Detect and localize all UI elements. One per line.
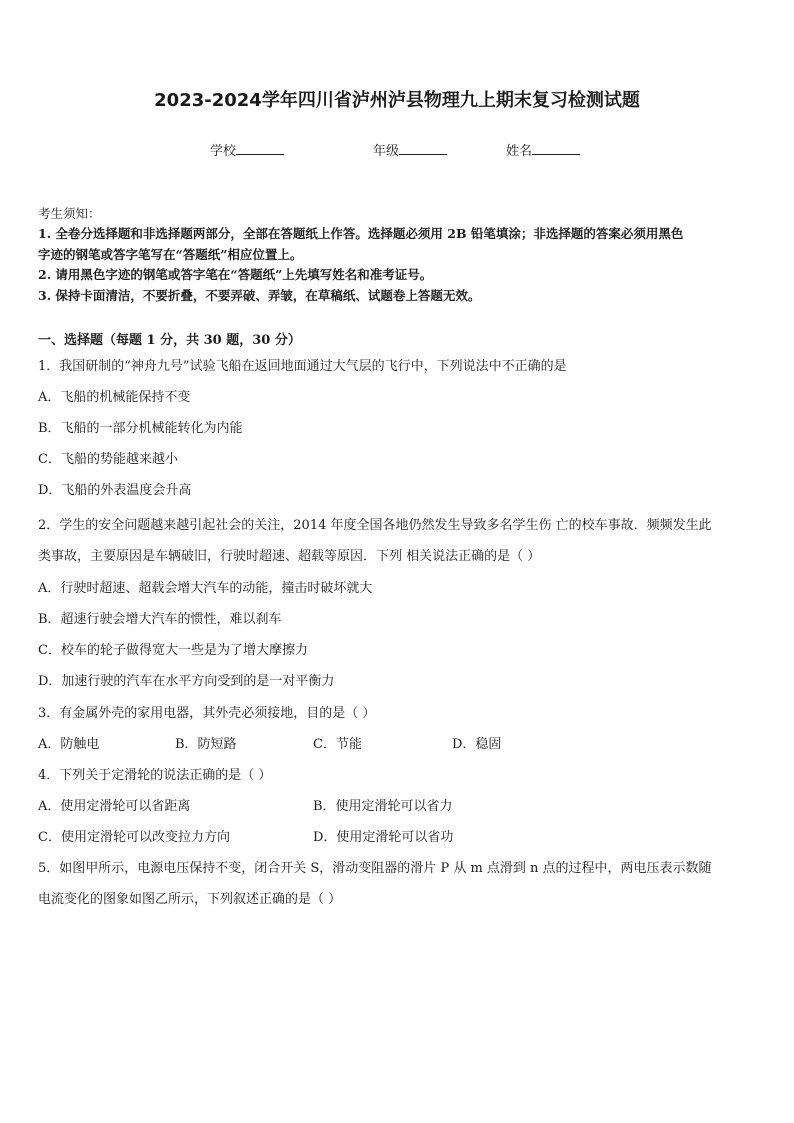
school-field <box>210 140 284 159</box>
question-4-stem: 4．下列关于定滑轮的说法正确的是（ ） <box>38 768 272 783</box>
question-3-option-d[interactable]: D．稳固 <box>452 737 502 752</box>
question-1-stem: 1．我国研制的“神舟九号”试验飞船在返回地面通过大气层的飞行中，下列说法中不正确的是 <box>38 359 567 374</box>
question-4-option-c[interactable]: C．使用定滑轮可以改变拉力方向 <box>38 830 230 845</box>
question-2-option-b[interactable]: B．超速行驶会增大汽车的惯性，难以刹车 <box>38 612 282 627</box>
page-title: 2023-2024学年四川省泸州泸县物理九上期末复习检测试题 <box>154 90 640 111</box>
notice-heading: 考生须知： <box>38 206 101 221</box>
question-2-stem-line2: 类事故，主要原因是车辆破旧，行驶时超速、超载等原因．下列 相关说法正确的是（ ） <box>38 549 541 564</box>
question-3-option-c[interactable]: C．节能 <box>313 737 362 752</box>
question-1-option-b[interactable]: B．飞船的一部分机械能转化为内能 <box>38 421 243 436</box>
school-blank[interactable] <box>236 142 284 155</box>
notice-item: 字迹的钢笔或答字笔写在“答题纸”相应位置上。 <box>38 247 303 262</box>
question-1-option-d[interactable]: D．飞船的外表温度会升高 <box>38 483 192 498</box>
name-blank[interactable] <box>532 142 580 155</box>
notice-item: 2. 请用黑色字迹的钢笔或答字笔在“答题纸”上先填写姓名和准考证号。 <box>38 267 433 282</box>
question-1-option-c[interactable]: C．飞船的势能越来越小 <box>38 452 178 467</box>
question-5-stem-line2: 电流变化的图象如图乙所示，下列叙述正确的是（ ） <box>38 892 342 907</box>
question-2-option-c[interactable]: C．校车的轮子做得宽大一些是为了增大摩擦力 <box>38 643 308 658</box>
question-3-option-b[interactable]: B．防短路 <box>175 737 237 752</box>
grade-blank[interactable] <box>399 142 447 155</box>
question-4-option-a[interactable]: A．使用定滑轮可以省距离 <box>38 799 191 814</box>
grade-label: 年级 <box>373 144 400 159</box>
question-2-stem-line1: 2．学生的安全问题越来越引起社会的关注，2014 年度全国各地仍然发生导致多名学生伤 亡的校车事故．频频发生此 <box>38 518 712 533</box>
notice-item: 1. 全卷分选择题和非选择题两部分，全部在答题纸上作答。选择题必须用 2B 铅笔填涂；非选择题的答案必须用黑色 <box>38 226 684 241</box>
question-4-option-b[interactable]: B．使用定滑轮可以省力 <box>313 799 453 814</box>
name-field <box>506 140 580 159</box>
question-3-stem: 3．有金属外壳的家用电器，其外壳必须接地，目的是（ ） <box>38 706 376 721</box>
question-5-stem-line1: 5．如图甲所示，电源电压保持不变，闭合开关 S，滑动变阻器的滑片 P 从 m 点滑到 n 点的过程中，两电压表示数随 <box>38 861 712 876</box>
section-heading: 一、选择题（每题 1 分，共 30 题，30 分） <box>38 333 301 348</box>
school-label: 学校 <box>210 144 237 159</box>
question-3-option-a[interactable]: A．防触电 <box>38 737 100 752</box>
question-2-option-a[interactable]: A．行驶时超速、超载会增大汽车的动能，撞击时破坏就大 <box>38 581 373 596</box>
name-label: 姓名 <box>506 144 533 159</box>
grade-field <box>373 140 447 159</box>
question-2-option-d[interactable]: D．加速行驶的汽车在水平方向受到的是一对平衡力 <box>38 674 335 689</box>
question-4-option-d[interactable]: D．使用定滑轮可以省功 <box>313 830 454 845</box>
notice-item: 3. 保持卡面清洁，不要折叠，不要弄破、弄皱，在草稿纸、试题卷上答题无效。 <box>38 288 481 303</box>
question-1-option-a[interactable]: A．飞船的机械能保持不变 <box>38 390 191 405</box>
